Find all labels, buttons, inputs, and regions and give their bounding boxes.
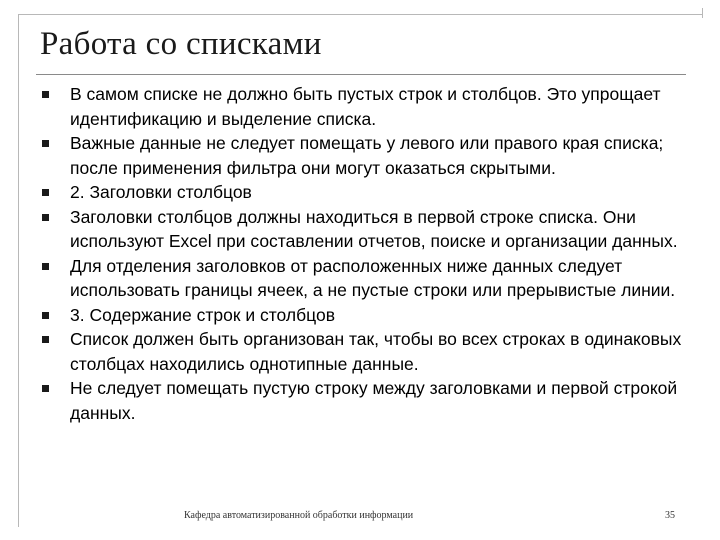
bullet-item [38,376,683,425]
bullet-item [38,205,683,254]
square-bullet-icon [42,312,49,319]
square-bullet-icon [42,140,49,147]
square-bullet-icon [42,263,49,270]
bullet-text: В самом списке не должно быть пустых строк и столбцов. Это упрощает идентификацию и выделение списка. [70,84,661,129]
footer-department: Кафедра автоматизированной обработки информации [184,510,414,521]
bullet-text: Не следует помещать пустую строку между заголовками и первой строкой данных. [70,378,678,423]
bullet-item [38,82,683,131]
square-bullet-icon [42,385,49,392]
bullet-item [38,254,683,303]
bullet-item [38,180,683,205]
square-bullet-icon [42,91,49,98]
slide-title: Работа со списками [40,26,322,62]
page-number: 35 [665,510,675,521]
title-divider [36,74,686,75]
bullet-item [38,303,683,328]
bullet-item [38,327,683,376]
bullet-list [38,82,683,425]
bullet-text: 2. Заголовки столбцов [70,182,252,202]
bullet-text: Важные данные не следует помещать у левого или правого края списка; после применения фильтра они могут оказаться скрытыми. [70,133,664,178]
square-bullet-icon [42,189,49,196]
square-bullet-icon [42,214,49,221]
bullet-text: 3. Содержание строк и столбцов [70,304,335,325]
bullet-text: Заголовки столбцов должны находиться в первой строке списка. Они используют Excel при составлении отчетов, поиске и организации данных. [70,206,678,251]
bullet-text: Для отделения заголовков от расположенных ниже данных следует использовать границы ячеек, а не пустые строки или прерывистые линии. [70,255,676,300]
square-bullet-icon [42,336,49,343]
bullet-item [38,131,683,180]
bullet-text: Список должен быть организован так, чтобы во всех строках в одинаковых столбцах находились однотипные данные. [70,329,682,374]
frame-corner-tick [702,8,703,18]
